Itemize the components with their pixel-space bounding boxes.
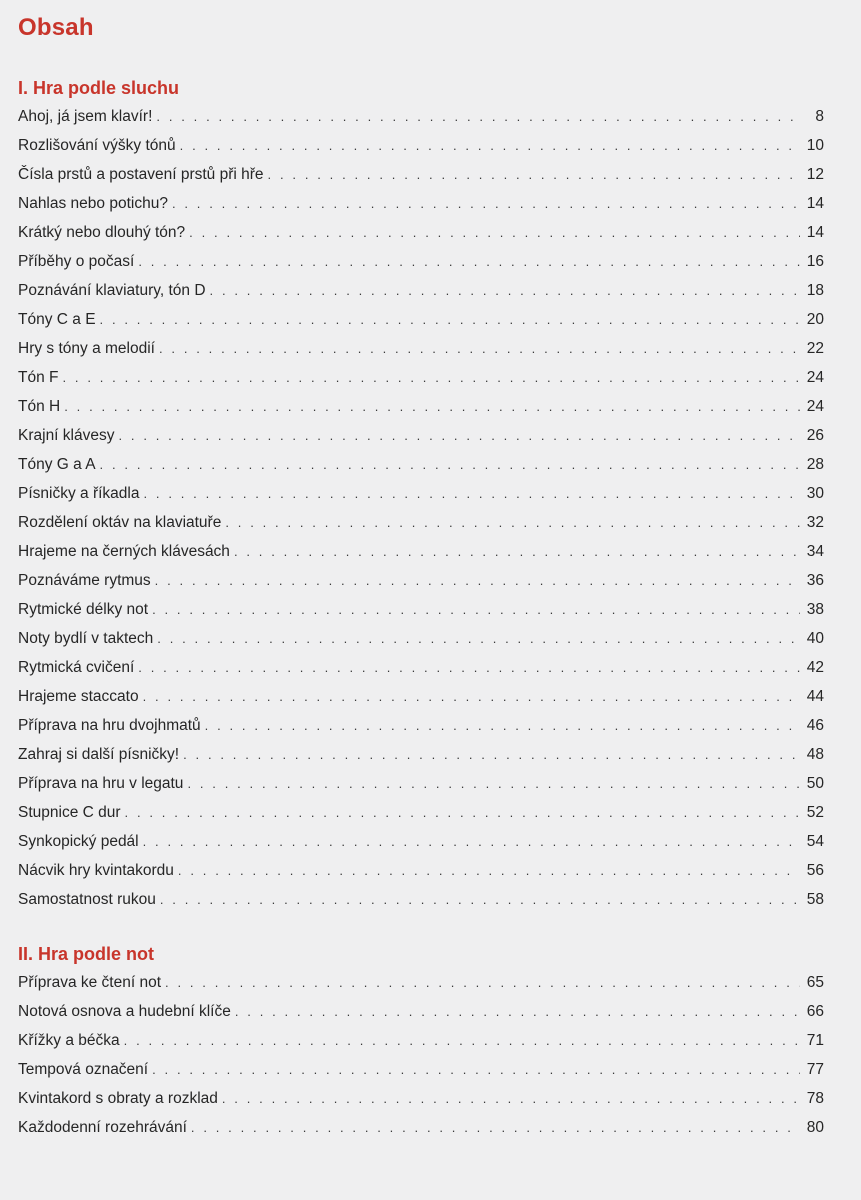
toc-entry[interactable] (18, 711, 824, 740)
toc-entry-page-number: 22 (806, 340, 824, 357)
toc-entry[interactable] (18, 968, 824, 997)
dot-leader (143, 479, 800, 508)
toc-entry-page-number: 26 (806, 427, 824, 444)
toc-entry-page-number: 54 (806, 833, 824, 850)
toc-entry-page-number: 28 (806, 456, 824, 473)
dot-leader (155, 566, 800, 595)
section-heading-1: I. Hra podle sluchu (18, 78, 180, 98)
toc-entry-page-number: 32 (806, 514, 824, 531)
dot-leader (268, 160, 800, 189)
dot-leader (187, 769, 800, 798)
toc-entry[interactable] (18, 595, 824, 624)
toc-entry-title: Rozlišování výšky tónů (18, 137, 176, 154)
dot-leader (62, 363, 800, 392)
toc-entry[interactable] (18, 392, 824, 421)
toc-entry-page-number: 65 (806, 974, 824, 991)
dot-leader (205, 711, 800, 740)
toc-entry-page-number: 12 (806, 166, 824, 183)
toc-entry-page-number: 10 (806, 137, 824, 154)
toc-entry-page-number: 52 (806, 804, 824, 821)
toc-entry[interactable] (18, 508, 824, 537)
toc-entry-title: Samostatnost rukou (18, 891, 156, 908)
toc-entry-title: Křížky a béčka (18, 1032, 120, 1049)
toc-entry-page-number: 14 (806, 224, 824, 241)
dot-leader (180, 131, 800, 160)
dot-leader (100, 450, 800, 479)
toc-entry-title: Příběhy o počasí (18, 253, 135, 270)
toc-entry-title: Synkopický pedál (18, 833, 139, 850)
dot-leader (124, 1026, 800, 1055)
toc-entry-title: Noty bydlí v taktech (18, 630, 154, 647)
dot-leader (225, 508, 800, 537)
toc-entry-page-number: 20 (806, 311, 824, 328)
toc-entry-page-number: 77 (806, 1061, 824, 1078)
toc-entry-title: Zahraj si další písničky! (18, 746, 180, 763)
toc-entry-title: Hrajeme na černých klávesách (18, 543, 230, 560)
toc-entry-title: Poznávání klaviatury, tón D (18, 282, 206, 299)
dot-leader (191, 1113, 800, 1142)
toc-entry-page-number: 44 (806, 688, 824, 705)
toc-entry-title: Rytmické délky not (18, 601, 149, 618)
section-heading-2: II. Hra podle not (18, 944, 155, 964)
dot-leader (160, 885, 800, 914)
dot-leader (172, 189, 800, 218)
page-title: Obsah (18, 14, 94, 41)
dot-leader (125, 798, 800, 827)
dot-leader (183, 740, 800, 769)
dot-leader (143, 827, 800, 856)
toc-entry[interactable] (18, 1113, 824, 1142)
toc-entry[interactable] (18, 740, 824, 769)
toc-entry-title: Příprava na hru dvojhmatů (18, 717, 201, 734)
dot-leader (152, 1055, 800, 1084)
toc-entry[interactable] (18, 537, 824, 566)
toc-entry[interactable] (18, 624, 824, 653)
toc-entry-page-number: 50 (806, 775, 824, 792)
toc-entry-page-number: 56 (806, 862, 824, 879)
toc-entry[interactable] (18, 566, 824, 595)
toc-entry-title: Hrajeme staccato (18, 688, 139, 705)
toc-entry-page-number: 78 (806, 1090, 824, 1107)
toc-entry-title: Notová osnova a hudební klíče (18, 1003, 231, 1020)
toc-section-1 (18, 102, 824, 914)
dot-leader (178, 856, 800, 885)
toc-entry-title: Tempová označení (18, 1061, 149, 1078)
toc-entry-page-number: 14 (806, 195, 824, 212)
dot-leader (138, 653, 800, 682)
toc-entry-title: Krajní klávesy (18, 427, 115, 444)
toc-entry-title: Písničky a říkadla (18, 485, 140, 502)
dot-leader (159, 334, 800, 363)
toc-entry[interactable] (18, 798, 824, 827)
dot-leader (157, 624, 800, 653)
toc-entry[interactable] (18, 479, 824, 508)
toc-entry-title: Stupnice C dur (18, 804, 121, 821)
toc-entry-page-number: 42 (806, 659, 824, 676)
dot-leader (234, 537, 800, 566)
toc-entry-page-number: 48 (806, 746, 824, 763)
toc-entry[interactable] (18, 769, 824, 798)
toc-entry-title: Tóny C a E (18, 311, 96, 328)
dot-leader (100, 305, 800, 334)
toc-entry-title: Krátký nebo dlouhý tón? (18, 224, 186, 241)
toc-entry-title: Příprava na hru v legatu (18, 775, 184, 792)
dot-leader (210, 276, 800, 305)
toc-section-2 (18, 968, 824, 1142)
toc-entry-page-number: 40 (806, 630, 824, 647)
dot-leader (189, 218, 800, 247)
toc-entry-page-number: 46 (806, 717, 824, 734)
dot-leader (152, 595, 800, 624)
toc-entry-page-number: 16 (806, 253, 824, 270)
dot-leader (118, 421, 800, 450)
dot-leader (143, 682, 800, 711)
toc-entry-title: Rozdělení oktáv na klaviatuře (18, 514, 222, 531)
toc-entry[interactable] (18, 1055, 824, 1084)
toc-entry[interactable] (18, 305, 824, 334)
toc-entry-title: Ahoj, já jsem klavír! (18, 108, 153, 125)
dot-leader (138, 247, 800, 276)
toc-entry-page-number: 36 (806, 572, 824, 589)
toc-entry[interactable] (18, 856, 824, 885)
dot-leader (64, 392, 800, 421)
toc-entry[interactable] (18, 1026, 824, 1055)
dot-leader (156, 102, 800, 131)
toc-entry[interactable] (18, 450, 824, 479)
toc-entry-title: Čísla prstů a postavení prstů při hře (18, 166, 264, 183)
toc-entry[interactable] (18, 102, 824, 131)
toc-entry[interactable] (18, 653, 824, 682)
toc-entry-page-number: 66 (806, 1003, 824, 1020)
toc-entry[interactable] (18, 363, 824, 392)
toc-entry-page-number: 71 (806, 1032, 824, 1049)
toc-entry-title: Poznáváme rytmus (18, 572, 151, 589)
toc-entry-page-number: 24 (806, 398, 824, 415)
toc-entry-page-number: 38 (806, 601, 824, 618)
toc-entry-page-number: 58 (806, 891, 824, 908)
toc-entry-page-number: 30 (806, 485, 824, 502)
toc-entry[interactable] (18, 421, 824, 450)
toc-entry[interactable] (18, 131, 824, 160)
toc-entry-title: Hry s tóny a melodií (18, 340, 155, 357)
toc-entry[interactable] (18, 218, 824, 247)
toc-entry-page-number: 8 (815, 108, 824, 125)
toc-entry[interactable] (18, 276, 824, 305)
toc-entry[interactable] (18, 189, 824, 218)
toc-entry-page-number: 18 (806, 282, 824, 299)
toc-entry-title: Každodenní rozehrávání (18, 1119, 187, 1136)
toc-entry-title: Tón F (18, 369, 59, 386)
toc-entry[interactable] (18, 885, 824, 914)
toc-entry[interactable] (18, 827, 824, 856)
dot-leader (235, 997, 800, 1026)
toc-entry-title: Tóny G a A (18, 456, 96, 473)
toc-entry-title: Nahlas nebo potichu? (18, 195, 168, 212)
dot-leader (165, 968, 800, 997)
toc-entry-page-number: 24 (806, 369, 824, 386)
toc-entry[interactable] (18, 997, 824, 1026)
dot-leader (222, 1084, 800, 1113)
toc-entry[interactable] (18, 247, 824, 276)
toc-entry-title: Kvintakord s obraty a rozklad (18, 1090, 218, 1107)
toc-entry[interactable] (18, 334, 824, 363)
toc-entry[interactable] (18, 160, 824, 189)
toc-entry-title: Rytmická cvičení (18, 659, 135, 676)
toc-entry[interactable] (18, 1084, 824, 1113)
toc-entry-title: Tón H (18, 398, 61, 415)
toc-entry-title: Nácvik hry kvintakordu (18, 862, 174, 879)
toc-entry-page-number: 80 (806, 1119, 824, 1136)
toc-entry-title: Příprava ke čtení not (18, 974, 162, 991)
toc-entry-page-number: 34 (806, 543, 824, 560)
toc-entry[interactable] (18, 682, 824, 711)
